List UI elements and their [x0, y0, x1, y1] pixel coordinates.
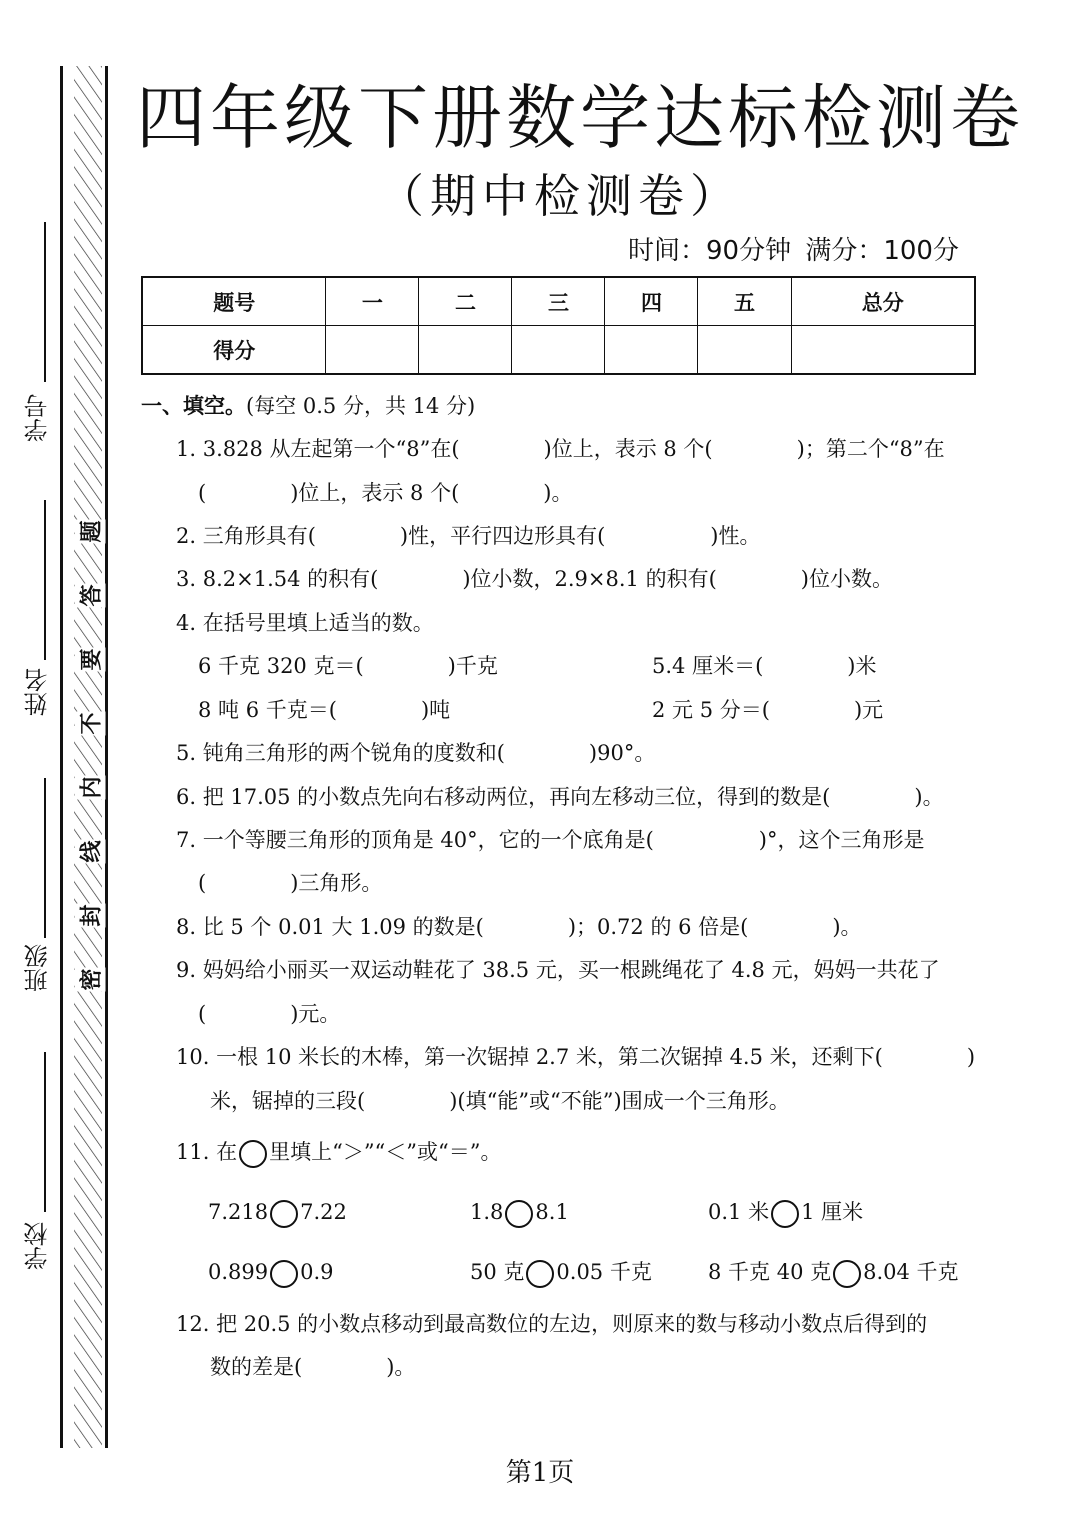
seal-char: 答 — [75, 584, 106, 608]
question-10-line-1: 10. 一根 10 米长的木棒，第一次锯掉 2.7 米，第二次锯掉 4.5 米，还剩下( ) — [176, 1045, 976, 1069]
compare-circle-icon — [239, 1140, 267, 1168]
compare-right: 0.05 千克 — [556, 1260, 652, 1284]
name-label: 姓名 — [24, 668, 52, 716]
question-10-line-2: 米，锯掉的三段( )(填“能”或“不能”)围成一个三角形。 — [210, 1089, 790, 1113]
score-table-score-row — [142, 326, 975, 375]
compare-circle-icon[interactable] — [270, 1200, 298, 1228]
question-7-line-2: ( )三角形。 — [198, 871, 383, 895]
page-subtitle: （期中检测卷） — [378, 169, 742, 223]
binding-line-left — [60, 66, 63, 1448]
compare-right: 1 厘米 — [801, 1200, 864, 1224]
compare-item — [470, 1257, 652, 1288]
question-5: 5. 钝角三角形的两个锐角的度数和( )90°。 — [176, 741, 656, 765]
name-rule — [44, 500, 46, 660]
time-info: 时间：90分钟 满分：100分 — [628, 236, 959, 266]
seal-char: 要 — [75, 648, 106, 672]
question-12-line-1: 12. 把 20.5 的小数点移动到最高数位的左边，则原来的数与移动小数点后得到的 — [176, 1312, 928, 1336]
score-cell[interactable] — [512, 326, 605, 375]
question-11-prefix: 11. 在 — [176, 1140, 238, 1164]
question-3: 3. 8.2×1.54 的积有( )位小数，2.9×8.1 的积有( )位小数。 — [176, 567, 893, 591]
compare-item — [708, 1197, 863, 1228]
compare-right: 8.1 — [535, 1200, 569, 1224]
score-cell[interactable] — [791, 326, 975, 375]
school-rule — [44, 1052, 46, 1212]
compare-left: 0.1 米 — [708, 1200, 770, 1224]
score-cell[interactable] — [605, 326, 698, 375]
compare-item — [708, 1257, 959, 1288]
score-table-header-row — [142, 277, 975, 326]
seal-char: 封 — [75, 904, 106, 928]
compare-left: 0.899 — [208, 1260, 269, 1284]
question-8: 8. 比 5 个 0.01 大 1.09 的数是( )；0.72 的 6 倍是( )。 — [176, 915, 862, 939]
compare-left: 7.218 — [208, 1200, 269, 1224]
table-header-cell: 五 — [698, 277, 791, 326]
question-4-item-b: 5.4 厘米＝( )米 — [652, 654, 877, 678]
compare-left: 1.8 — [470, 1200, 504, 1224]
question-6: 6. 把 17.05 的小数点先向右移动两位，再向左移动三位，得到的数是( )。 — [176, 785, 944, 809]
seal-char: 线 — [75, 840, 106, 864]
seal-char: 密 — [75, 968, 106, 992]
question-4-item-c: 8 吨 6 千克＝( )吨 — [198, 698, 451, 722]
compare-circle-icon[interactable] — [526, 1260, 554, 1288]
compare-left: 50 克 — [470, 1260, 525, 1284]
compare-item — [208, 1257, 334, 1288]
compare-right: 8.04 千克 — [863, 1260, 959, 1284]
question-9-line-1: 9. 妈妈给小丽买一双运动鞋花了 38.5 元，买一根跳绳花了 4.8 元，妈妈一共花了 — [176, 958, 940, 982]
binding-hatch-strip — [64, 66, 106, 1448]
question-12-line-2: 数的差是( )。 — [210, 1355, 416, 1379]
section-heading — [141, 391, 475, 421]
student-id-rule — [44, 222, 46, 382]
seal-char: 题 — [75, 520, 106, 544]
student-id-label: 学号 — [24, 394, 52, 442]
question-11-suffix: 里填上“＞”“＜”或“＝”。 — [269, 1140, 502, 1164]
score-table — [141, 276, 976, 375]
table-header-cell: 题号 — [142, 277, 326, 326]
table-header-cell: 二 — [419, 277, 512, 326]
compare-circle-icon[interactable] — [833, 1260, 861, 1288]
question-1-line-2: ( )位上，表示 8 个( )。 — [198, 481, 573, 505]
page-number: 第1页 — [505, 1458, 575, 1488]
seal-char: 不 — [75, 712, 106, 736]
score-cell[interactable] — [326, 326, 419, 375]
section-note: (每空 0.5 分，共 14 分) — [246, 394, 476, 418]
question-1-line-1: 1. 3.828 从左起第一个“8”在( )位上，表示 8 个( )；第二个“8”在 — [176, 437, 945, 461]
table-header-cell: 总分 — [791, 277, 975, 326]
table-header-cell: 一 — [326, 277, 419, 326]
table-header-cell: 三 — [512, 277, 605, 326]
question-4-item-a: 6 千克 320 克＝( )千克 — [198, 654, 498, 678]
score-cell[interactable] — [419, 326, 512, 375]
compare-item — [208, 1197, 347, 1228]
compare-circle-icon[interactable] — [270, 1260, 298, 1288]
question-9-line-2: ( )元。 — [198, 1002, 341, 1026]
question-7-line-1: 7. 一个等腰三角形的顶角是 40°，它的一个底角是( )°，这个三角形是 — [176, 828, 925, 852]
compare-right: 0.9 — [300, 1260, 334, 1284]
compare-circle-icon[interactable] — [505, 1200, 533, 1228]
question-2: 2. 三角形具有( )性，平行四边形具有( )性。 — [176, 524, 761, 548]
question-11 — [176, 1137, 502, 1168]
compare-item — [470, 1197, 569, 1228]
question-4: 4. 在括号里填上适当的数。 — [176, 611, 434, 635]
compare-circle-icon[interactable] — [771, 1200, 799, 1228]
score-cell[interactable] — [698, 326, 791, 375]
compare-left: 8 千克 40 克 — [708, 1260, 832, 1284]
class-label: 班级 — [24, 944, 52, 992]
seal-char: 内 — [75, 776, 106, 800]
compare-right: 7.22 — [300, 1200, 347, 1224]
page-title: 四年级下册数学达标检测卷 — [136, 77, 1024, 159]
section-title: 一、填空。 — [141, 394, 246, 418]
table-header-cell: 四 — [605, 277, 698, 326]
question-4-item-d: 2 元 5 分＝( )元 — [652, 698, 884, 722]
class-rule — [44, 778, 46, 938]
score-row-label: 得分 — [142, 326, 326, 375]
binding-line-right — [105, 66, 108, 1448]
school-label: 学校 — [24, 1222, 52, 1270]
